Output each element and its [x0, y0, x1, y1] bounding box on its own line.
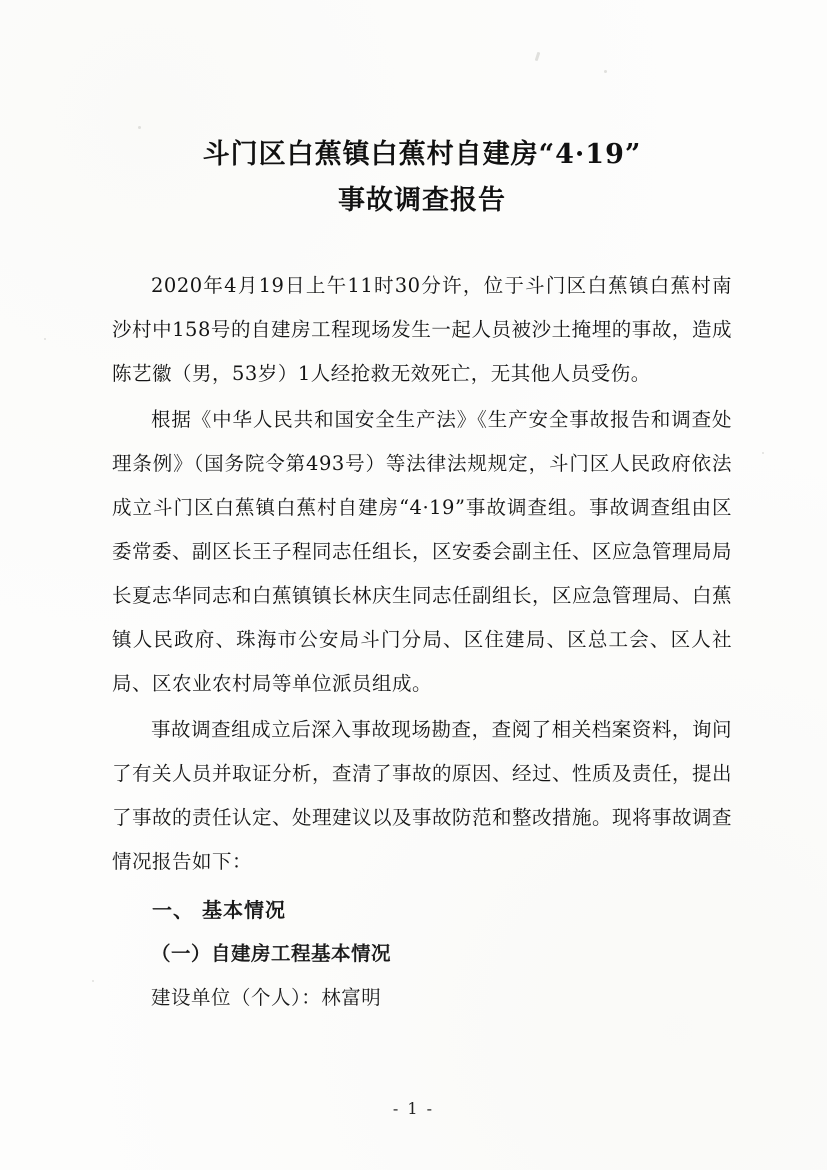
- document-body: [112, 0, 732, 1170]
- page-title-line-2: 事故调查报告: [338, 185, 506, 216]
- page-title: [112, 0, 732, 224]
- body-paragraphs: [112, 264, 732, 1020]
- page-title-line-1: 斗门区白蕉镇白蕉村自建房“4·19”: [202, 139, 642, 170]
- section-heading-level-2: （一）自建房工程基本情况: [151, 942, 392, 965]
- section-heading-level-1: 一、 基本情况: [152, 898, 286, 922]
- page-number: - 1 -: [392, 1099, 435, 1118]
- paper-speck: [44, 338, 46, 340]
- paragraph: 根据《中华人民共和国安全生产法》《生产安全事故报告和调查处理条例》（国务院令第493号）等法律法规规定，斗门区人民政府依法成立斗门区白蕉镇白蕉村自建房“4·19”事故调查组。事故调查组由区委常委、副区长王子程同志任组长，区安委会副主任、区应急管理局局长夏志华同志和白蕉镇镇长林庆生同志任副组长，区应急管理局、白蕉镇人民政府、珠海市公安局斗门分局、区住建局、区总工会、区人社局、区农业农村局等单位派员组成。: [112, 408, 733, 695]
- paper-speck: [762, 452, 764, 454]
- paper-speck: [92, 980, 94, 982]
- paragraph: 2020年4月19日上午11时30分许，位于斗门区白蕉镇白蕉村南沙村中158号的自建房工程现场发生一起人员被沙土掩埋的事故，造成陈艺徽（男，53岁）1人经抢救无效死亡，无其他人员受伤。: [112, 274, 732, 385]
- paragraph: 事故调查组成立后深入事故现场勘查，查阅了相关档案资料，询问了有关人员并取证分析，查清了事故的原因、经过、性质及责任，提出了事故的责任认定、处理建议以及事故防范和整改措施。现将事故调查情况报告如下：: [112, 718, 733, 873]
- detail-line: 建设单位（个人）：林富明: [151, 986, 382, 1009]
